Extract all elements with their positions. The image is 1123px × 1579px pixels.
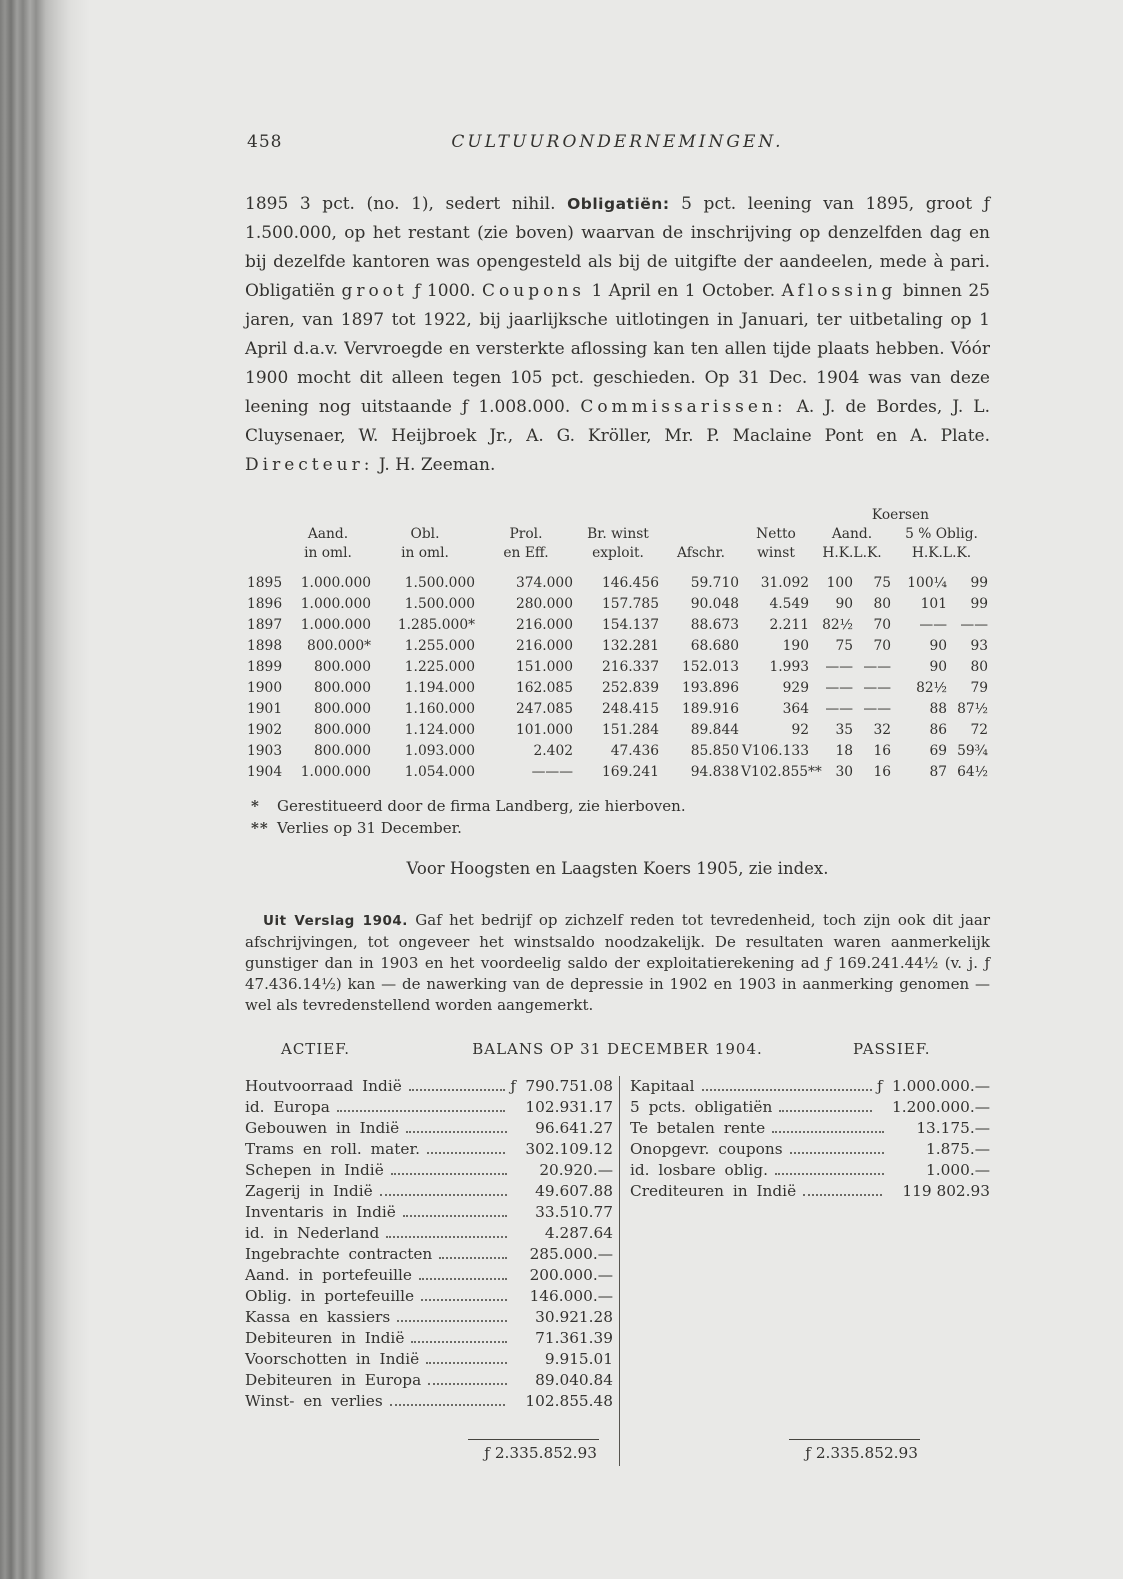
table-cell: ——— — [531, 764, 573, 780]
dot-leader — [390, 1404, 506, 1406]
index-note: Voor Hoogsten en Laagsten Koers 1905, zie index. — [406, 859, 829, 878]
dot-leader — [803, 1194, 882, 1196]
table-cell: 800.000 — [313, 743, 371, 759]
table-cell: 1.093.000 — [404, 743, 475, 759]
table-cell: 92 — [791, 722, 809, 738]
balance-row-label: Gebouwen in Indië — [245, 1119, 400, 1137]
actief-column — [245, 1076, 619, 1466]
table-cell: 31.092 — [760, 575, 809, 591]
table-cell: 800.000 — [313, 722, 371, 738]
dot-leader — [790, 1152, 884, 1154]
table-cell: 374.000 — [515, 575, 573, 591]
balance-row-label: Aand. in portefeuille — [245, 1266, 412, 1284]
dot-leader — [337, 1110, 506, 1112]
table-cell: 87½ — [957, 701, 988, 717]
table-cell: 132.281 — [601, 638, 659, 654]
footnote — [245, 795, 990, 817]
passief-total: ƒ 2.335.852.93 — [789, 1439, 920, 1462]
table-cell: 1.160.000 — [404, 701, 475, 717]
text-segment: J. H. Zeeman. — [373, 455, 496, 475]
col-brwinst-sub: exploit. — [592, 545, 644, 561]
balance-sheet — [245, 1040, 990, 1466]
table-cell: 190 — [782, 638, 809, 654]
table-cell: 16 — [873, 764, 891, 780]
balance-row-value: 102.855.48 — [525, 1392, 613, 1410]
table-cell: 2.211 — [769, 617, 809, 633]
dot-leader — [397, 1320, 507, 1322]
table-cell: 18 — [835, 743, 853, 759]
table-row — [245, 762, 990, 783]
balance-row-value: 1.875.— — [926, 1140, 990, 1158]
balance-row-label: Oblig. in portefeuille — [245, 1287, 415, 1305]
balance-row-label: Debiteuren in Europa — [245, 1371, 422, 1389]
balance-row — [245, 1307, 613, 1328]
table-cell: 1.000.000 — [300, 575, 371, 591]
binding-shadow — [0, 0, 90, 1579]
currency-sign: ƒ — [510, 1077, 517, 1095]
table-cell: 88 — [929, 701, 947, 717]
table-cell: 216.000 — [515, 617, 573, 633]
table-cell: 75 — [873, 575, 891, 591]
table-row — [245, 699, 990, 720]
balance-row — [245, 1391, 613, 1412]
actief-label: ACTIEF. — [281, 1040, 351, 1058]
table-cell: 1.500.000 — [404, 575, 475, 591]
table-cell: 1.194.000 — [404, 680, 475, 696]
balance-row-value: 71.361.39 — [535, 1329, 613, 1347]
balance-row — [245, 1370, 613, 1391]
balance-row-value: 49.607.88 — [535, 1182, 613, 1200]
text-segment: Coupons — [482, 281, 586, 301]
table-cell: 162.085 — [515, 680, 573, 696]
balance-row-value: 96.641.27 — [535, 1119, 613, 1137]
table-cell: 1.993 — [769, 659, 809, 675]
table-row — [245, 678, 990, 699]
koersen-span-label: Koersen — [871, 507, 930, 523]
footnote-marker: ** — [251, 819, 269, 837]
balance-row-value: 302.109.12 — [525, 1140, 613, 1158]
table-cell: 90.048 — [690, 596, 739, 612]
table-cell: 1.124.000 — [404, 722, 475, 738]
table-cell: 154.137 — [601, 617, 659, 633]
table-cell: 16 — [873, 743, 891, 759]
table-cell: —— — [960, 617, 988, 633]
dot-leader — [386, 1236, 507, 1238]
table-cell: 1903 — [247, 743, 283, 759]
balance-row-value: 20.920.— — [539, 1161, 613, 1179]
balance-row-value: 1.000.000.— — [891, 1077, 990, 1095]
balance-body — [245, 1076, 990, 1466]
table-cell: 64½ — [957, 764, 988, 780]
balance-row-label: Debiteuren in Indië — [245, 1329, 405, 1347]
table-cell: 169.241 — [601, 764, 659, 780]
col-aand-label: Aand. — [307, 526, 349, 542]
table-cell: 94.838 — [690, 764, 739, 780]
table-cell: —— — [863, 701, 891, 717]
table-cell: 100¼ — [907, 575, 947, 591]
col-prol-label: Prol. — [509, 526, 543, 542]
table-cell: 70 — [873, 638, 891, 654]
dot-leader — [403, 1215, 507, 1217]
table-cell: 80 — [970, 659, 988, 675]
table-cell: V102.855** — [741, 764, 822, 780]
footnote-text: Verlies op 31 December. — [277, 819, 462, 837]
table-cell: 79 — [970, 680, 988, 696]
balance-row-label: Crediteuren in Indië — [630, 1182, 797, 1200]
balance-row-value: 119 802.93 — [902, 1182, 990, 1200]
balance-row-value: 33.510.77 — [535, 1203, 613, 1221]
col-obl-label: Obl. — [410, 526, 440, 542]
results-table — [245, 506, 990, 783]
balance-row-value: 4.287.64 — [544, 1224, 613, 1242]
table-cell: 82½ — [916, 680, 947, 696]
table-cell: 1.000.000 — [300, 596, 371, 612]
dot-leader — [406, 1131, 507, 1133]
table-cell: 59¾ — [957, 743, 988, 759]
balance-row — [245, 1118, 613, 1139]
text-segment: Directeur: — [245, 455, 374, 475]
dot-leader — [427, 1152, 505, 1154]
balance-row — [245, 1349, 613, 1370]
col-koers-oblig-label: 5 % Oblig. — [905, 526, 978, 542]
text-segment: 1895 3 pct. (no. 1), sedert nihil. — [245, 194, 568, 214]
table-cell: 86 — [929, 722, 947, 738]
balance-row-value: 13.175.— — [916, 1119, 990, 1137]
col-obl-sub: in oml. — [401, 545, 449, 561]
balance-row — [630, 1160, 990, 1181]
table-row — [245, 594, 990, 615]
table-cell: 1897 — [247, 617, 283, 633]
balance-row — [245, 1076, 613, 1097]
page-number: 458 — [247, 132, 283, 152]
table-cell: 189.916 — [681, 701, 739, 717]
dot-leader — [426, 1362, 507, 1364]
dot-leader — [411, 1341, 507, 1343]
table-cell: —— — [919, 617, 947, 633]
table-cell: 47.436 — [610, 743, 659, 759]
currency-sign: ƒ — [876, 1077, 883, 1095]
table-cell: 1.225.000 — [404, 659, 475, 675]
table-row — [245, 615, 990, 636]
balance-row-value: 200.000.— — [529, 1266, 613, 1284]
text-segment: ƒ 1000. — [407, 281, 483, 301]
balance-row — [245, 1202, 613, 1223]
balance-row — [245, 1244, 613, 1265]
table-cell: 193.896 — [681, 680, 739, 696]
table-cell: 1.500.000 — [404, 596, 475, 612]
dot-leader — [419, 1278, 507, 1280]
balance-row-label: id. in Nederland — [245, 1224, 380, 1242]
table-cell: —— — [825, 701, 853, 717]
table-cell: 89.844 — [690, 722, 739, 738]
dot-leader — [391, 1173, 507, 1175]
text-segment: binnen 25 jaren, van 1897 tot 1922, bij jaarlijksche uitlotingen in Januari, ter uitbetaling op 1 April d.a.v. Vervroegde en versterkte aflossing kan ten allen tijde plaats hebben. Vóór 1900 mocht dit alleen tegen 105 pct. geschieden. Op 31 Dec. 1904 was van deze leening nog uitstaande ƒ 1.008.000. — [245, 281, 991, 417]
table-cell: 252.839 — [601, 680, 659, 696]
table-row — [245, 741, 990, 762]
col-netto-sub: winst — [757, 545, 795, 561]
table-cell: 1898 — [247, 638, 283, 654]
table-cell: 248.415 — [601, 701, 659, 717]
balance-row — [245, 1265, 613, 1286]
dot-leader — [779, 1110, 872, 1112]
col-afschr-label: Afschr. — [677, 545, 725, 561]
table-cell: V106.133 — [741, 743, 809, 759]
balance-row-label: Schepen in Indië — [245, 1161, 384, 1179]
table-cell: 247.085 — [515, 701, 573, 717]
footnote-text: Gerestitueerd door de firma Landberg, zie hierboven. — [277, 797, 686, 815]
balance-row — [245, 1328, 613, 1349]
table-cell: 72 — [970, 722, 988, 738]
balance-row — [245, 1181, 613, 1202]
text-segment: Uit Verslag 1904. — [263, 913, 408, 929]
table-cell: 99 — [970, 596, 988, 612]
table-row — [245, 573, 990, 594]
balance-row — [245, 1139, 613, 1160]
col-koers-aand-sub: H.K.L.K. — [822, 545, 882, 561]
text-segment: Gaf het bedrijf op zichzelf reden tot tevredenheid, toch zijn ook dit jaar afschrijvingen, tot ongeveer het winstsaldo noodzakelijk. De resultaten waren aanmerkelijk gunstiger dan in 1903 en het voordeelig saldo der exploitatierekening ad ƒ 169.241.44½ (v. j. ƒ 47.436.14½) kan — de nawerking van de depressie in 1902 en 1903 in aanmerking genomen — wel als tevredenstellend worden aangemerkt. — [245, 911, 990, 1014]
table-cell: 929 — [782, 680, 809, 696]
balance-row-label: Ingebrachte contracten — [245, 1245, 433, 1263]
table-cell: 800.000 — [313, 659, 371, 675]
text-segment: groot — [341, 281, 408, 301]
text-segment: A. J. de Bordes, J. L. Cluysenaer, W. Heijbroek Jr., A. G. Kröller, Mr. P. Maclaine Pont en A. Plate. — [245, 397, 990, 446]
balance-row-value: 146.000.— — [529, 1287, 613, 1305]
balance-row-label: Kassa en kassiers — [245, 1308, 391, 1326]
balance-row — [630, 1118, 990, 1139]
passief-column — [620, 1076, 990, 1466]
table-cell: 1.255.000 — [404, 638, 475, 654]
table-cell: 2.402 — [533, 743, 573, 759]
col-netto-label: Netto — [756, 526, 796, 542]
table-cell: 1.000.000 — [300, 617, 371, 633]
balance-row — [630, 1139, 990, 1160]
table-cell: 82½ — [822, 617, 853, 633]
balance-row-value: 1.000.— — [926, 1161, 990, 1179]
table-cell: 364 — [782, 701, 809, 717]
table-cell: 75 — [835, 638, 853, 654]
table-cell: 88.673 — [690, 617, 739, 633]
dot-leader — [439, 1257, 507, 1259]
balance-row-label: Te betalen rente — [630, 1119, 766, 1137]
balance-header — [245, 1040, 990, 1066]
table-cell: 30 — [835, 764, 853, 780]
dot-leader — [775, 1173, 884, 1175]
table-cell: 1.285.000* — [397, 617, 475, 633]
dot-leader — [772, 1131, 884, 1133]
table-cell: 800.000 — [313, 701, 371, 717]
table-cell: 1.054.000 — [404, 764, 475, 780]
running-title: CULTUURONDERNEMINGEN. — [451, 132, 784, 152]
table-cell: 1904 — [247, 764, 283, 780]
table-cell: 93 — [970, 638, 988, 654]
table-cell: 101 — [920, 596, 947, 612]
balance-row — [630, 1097, 990, 1118]
table-cell: 59.710 — [690, 575, 739, 591]
table-cell: 216.000 — [515, 638, 573, 654]
balance-row-label: Houtvoorraad Indië — [245, 1077, 402, 1095]
balance-row-label: Onopgevr. coupons — [630, 1140, 783, 1158]
balance-row-label: Trams en roll. mater. — [245, 1140, 420, 1158]
col-brwinst-label: Br. winst — [587, 526, 649, 542]
table-cell: 157.785 — [601, 596, 659, 612]
table-cell: 35 — [835, 722, 853, 738]
balance-row-value: 89.040.84 — [535, 1371, 613, 1389]
text-segment: Obligatiën: — [567, 195, 670, 213]
dot-leader — [380, 1194, 507, 1196]
balance-row-label: id. losbare oblig. — [630, 1161, 768, 1179]
balance-row-label: Winst- en verlies — [245, 1392, 383, 1410]
table-cell: 4.549 — [769, 596, 809, 612]
table-cell: 90 — [835, 596, 853, 612]
table-cell: 1900 — [247, 680, 283, 696]
dot-leader — [702, 1089, 872, 1091]
balance-row-label: Voorschotten in Indië — [245, 1350, 420, 1368]
table-row — [245, 657, 990, 678]
intro-paragraph — [245, 190, 990, 480]
balance-row — [245, 1097, 613, 1118]
actief-total: ƒ 2.335.852.93 — [468, 1439, 599, 1462]
dot-leader — [421, 1299, 507, 1301]
dot-leader — [428, 1383, 507, 1385]
table-cell: 85.850 — [690, 743, 739, 759]
table-cell: 1902 — [247, 722, 283, 738]
balance-row — [630, 1076, 990, 1097]
passief-label: PASSIEF. — [853, 1040, 931, 1058]
table-cell: 280.000 — [515, 596, 573, 612]
table-cell: 151.000 — [515, 659, 573, 675]
table-row — [245, 720, 990, 741]
balance-row — [630, 1181, 990, 1202]
table-cell: 90 — [929, 659, 947, 675]
balance-row-value: 102.931.17 — [525, 1098, 613, 1116]
table-cell: 101.000 — [515, 722, 573, 738]
balance-row-label: 5 pcts. obligatiën — [630, 1098, 773, 1116]
page-content — [245, 110, 990, 1466]
table-cell: 151.284 — [601, 722, 659, 738]
table-cell: 152.013 — [681, 659, 739, 675]
table-cell: 1899 — [247, 659, 283, 675]
balance-row-value: 9.915.01 — [544, 1350, 613, 1368]
dot-leader — [409, 1089, 506, 1091]
col-koers-aand-label: Aand. — [831, 526, 873, 542]
table-cell: 69 — [929, 743, 947, 759]
table-cell: 146.456 — [601, 575, 659, 591]
footnote — [245, 817, 990, 839]
table-cell: —— — [863, 680, 891, 696]
table-cell: 87 — [929, 764, 947, 780]
balance-row-label: Zagerij in Indië — [245, 1182, 373, 1200]
table-cell: 80 — [873, 596, 891, 612]
balance-row-label: Kapitaal — [630, 1077, 695, 1095]
table-cell: —— — [825, 659, 853, 675]
table-cell: 90 — [929, 638, 947, 654]
table-header-line1 — [245, 525, 990, 544]
balance-title: BALANS OP 31 DECEMBER 1904. — [472, 1040, 763, 1058]
table-cell: 70 — [873, 617, 891, 633]
table-cell: 1895 — [247, 575, 283, 591]
text-segment: Commissarissen: — [580, 397, 787, 417]
table-cell: 100 — [826, 575, 853, 591]
table-cell: 800.000* — [307, 638, 371, 654]
table-cell: 1.000.000 — [300, 764, 371, 780]
balance-row-value: 1.200.000.— — [891, 1098, 990, 1116]
table-cell: 99 — [970, 575, 988, 591]
table-cell: 68.680 — [690, 638, 739, 654]
text-segment: 5 pct. leening van 1895, groot ƒ 1.500.000, op het restant (zie boven) waarvan de inschrijving op denzelfden dag en bij dezelfde kantoren was opengesteld als bij de uitgifte der aandeelen, mede à pari. Obligatiën — [245, 194, 990, 301]
col-aand-sub: in oml. — [304, 545, 352, 561]
balance-row — [245, 1286, 613, 1307]
text-segment: 1 April en 1 October. — [585, 281, 782, 301]
table-rows — [245, 573, 990, 783]
table-cell: —— — [863, 659, 891, 675]
balance-row — [245, 1160, 613, 1181]
balance-row-label: Inventaris in Indië — [245, 1203, 396, 1221]
table-cell: 1896 — [247, 596, 283, 612]
col-prol-sub: en Eff. — [503, 545, 549, 561]
footnotes — [245, 795, 990, 839]
table-row — [245, 636, 990, 657]
text-segment: Aflossing — [781, 281, 897, 301]
table-header-line2 — [245, 544, 990, 563]
table-cell: 216.337 — [601, 659, 659, 675]
footnote-marker: * — [251, 797, 260, 815]
table-header-koersen — [245, 506, 990, 525]
table-cell: 32 — [873, 722, 891, 738]
balance-row-value: 285.000.— — [529, 1245, 613, 1263]
balance-row — [245, 1223, 613, 1244]
balance-row-value: 30.921.28 — [535, 1308, 613, 1326]
balance-row-label: id. Europa — [245, 1098, 330, 1116]
table-cell: —— — [825, 680, 853, 696]
running-head — [245, 132, 990, 158]
col-koers-oblig-sub: H.K.L.K. — [911, 545, 972, 561]
table-cell: 1901 — [247, 701, 283, 717]
balance-row-value: 790.751.08 — [525, 1077, 613, 1095]
table-cell: 800.000 — [313, 680, 371, 696]
verslag-paragraph — [245, 910, 990, 1016]
